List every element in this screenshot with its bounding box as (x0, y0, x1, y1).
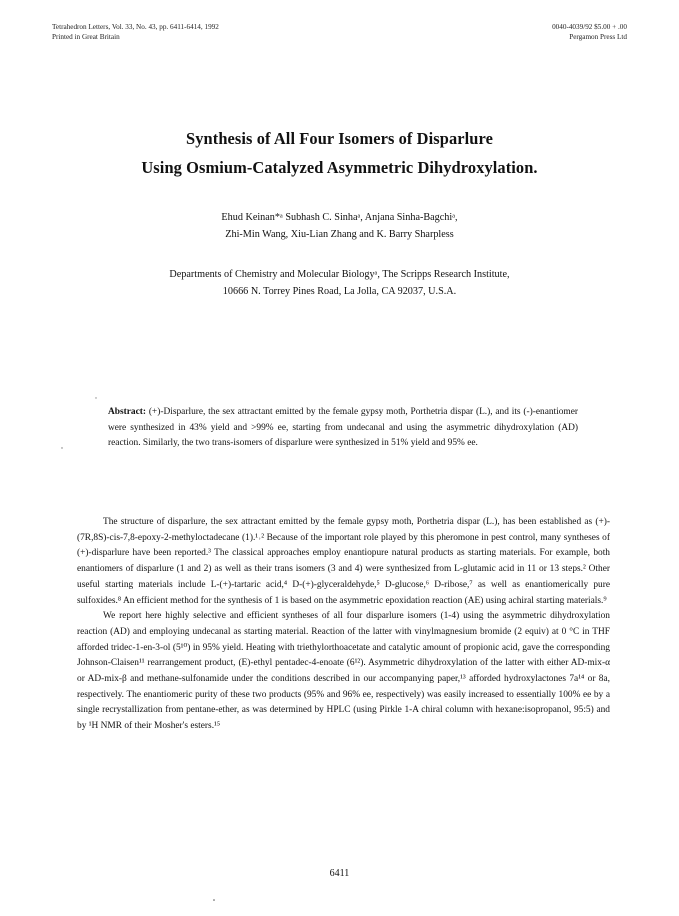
speck (213, 899, 215, 901)
affiliation-line-1: Departments of Chemistry and Molecular Biologyᵃ, The Scripps Research Institute, (169, 269, 510, 280)
paragraph-2: We report here highly selective and efficient syntheses of all four disparlure isomers (1-4) using the asymmetric dihydroxylation reaction (AD) and employing undecanal as starting material. Reaction of the latter with vinylmagnesium bromide (2 equiv) at 0 °C in THF afforded tridec-1-en-3-ol (5¹⁰) in 95% yield. Heating with triethylorthoacetate and catalytic amount of propionic acid, gave the corresponding Johnson-Claisen¹¹ rearrangement product, (E)-ethyl pentadec-4-enoate (6¹²). Asymmetric dihydroxylation of the latter with either AD-mix-α or AD-mix-β and methane-sulfonamide under the conditions described in our accompanying paper,¹³ afforded hydroxylactones 7a¹⁴ or 8a, respectively. The enantiomeric purity of these two products (95% and 96% ee, respectively) was easily increased to essentially 100% ee by a single recrystallization from pentane-ether, as was determined by HPLC (using Pirkle 1-A chiral column with hexane:isopropanol, 95:5) and by ¹H NMR of their Mosher's esters.¹⁵ (77, 611, 610, 732)
abstract-text: (+)-Disparlure, the sex attractant emitted by the female gypsy moth, Porthetria dispar (L.), and its (-)-enantiomer were synthesized in 43% yield and >99% ee, starting from undecanal and using the asymmetric dihydroxylation (AD) reaction. Similarly, the two trans-isomers of disparlure were synthesized in 51% yield and 95% ee. (108, 407, 579, 448)
title-line-1: Synthesis of All Four Isomers of Disparlure (186, 129, 493, 148)
abstract-label: Abstract: (108, 407, 147, 417)
authors-line-2: Zhi-Min Wang, Xiu-Lian Zhang and K. Barry Sharpless (225, 229, 454, 240)
affiliation-line-2: 10666 N. Torrey Pines Road, La Jolla, CA 92037, U.S.A. (222, 286, 457, 297)
title-line-2: Using Osmium-Catalyzed Asymmetric Dihydroxylation. (141, 158, 538, 177)
authors-line-1: Ehud Keinan*ᵃ Subhash C. Sinhaᵃ, Anjana Sinha-Bagchiᵃ, (221, 212, 458, 223)
page-number: 6411 (329, 868, 350, 879)
journal-citation: Tetrahedron Letters, Vol. 33, No. 43, pp. 6411-6414, 1992 (52, 23, 219, 31)
printed-in: Printed in Great Britain (52, 33, 120, 41)
publisher-name: Pergamon Press Ltd (569, 33, 627, 41)
paragraph-1: The structure of disparlure, the sex attractant emitted by the female gypsy moth, Porthetria dispar (L.), has been established as (+)-(7R,8S)-cis-7,8-epoxy-2-methyloctadecane (1).¹˒² Because of the important role played by this pheromone in pest control, many syntheses of (+)-disparlure have been reported.³ The classical approaches employ enantiopure natural products as starting materials. For example, both enantiomers of disparlure (1 and 2) as well as their trans isomers (3 and 4) were synthesized from L-glutamic acid in 11 or 13 steps.² Other useful starting materials include L-(+)-tartaric acid,⁴ D-(+)-glyceraldehyde,⁵ D-glucose,⁶ D-ribose,⁷ as well as enantiomerically pure sulfoxides.⁸ An efficient method for the synthesis of 1 is based on the asymmetric epoxidation reaction (AE) using achiral starting materials.⁹ (77, 517, 610, 606)
speck (95, 397, 96, 398)
speck (61, 447, 62, 448)
price-code: 0040-4039/92 $5.00 + .00 (552, 23, 627, 31)
